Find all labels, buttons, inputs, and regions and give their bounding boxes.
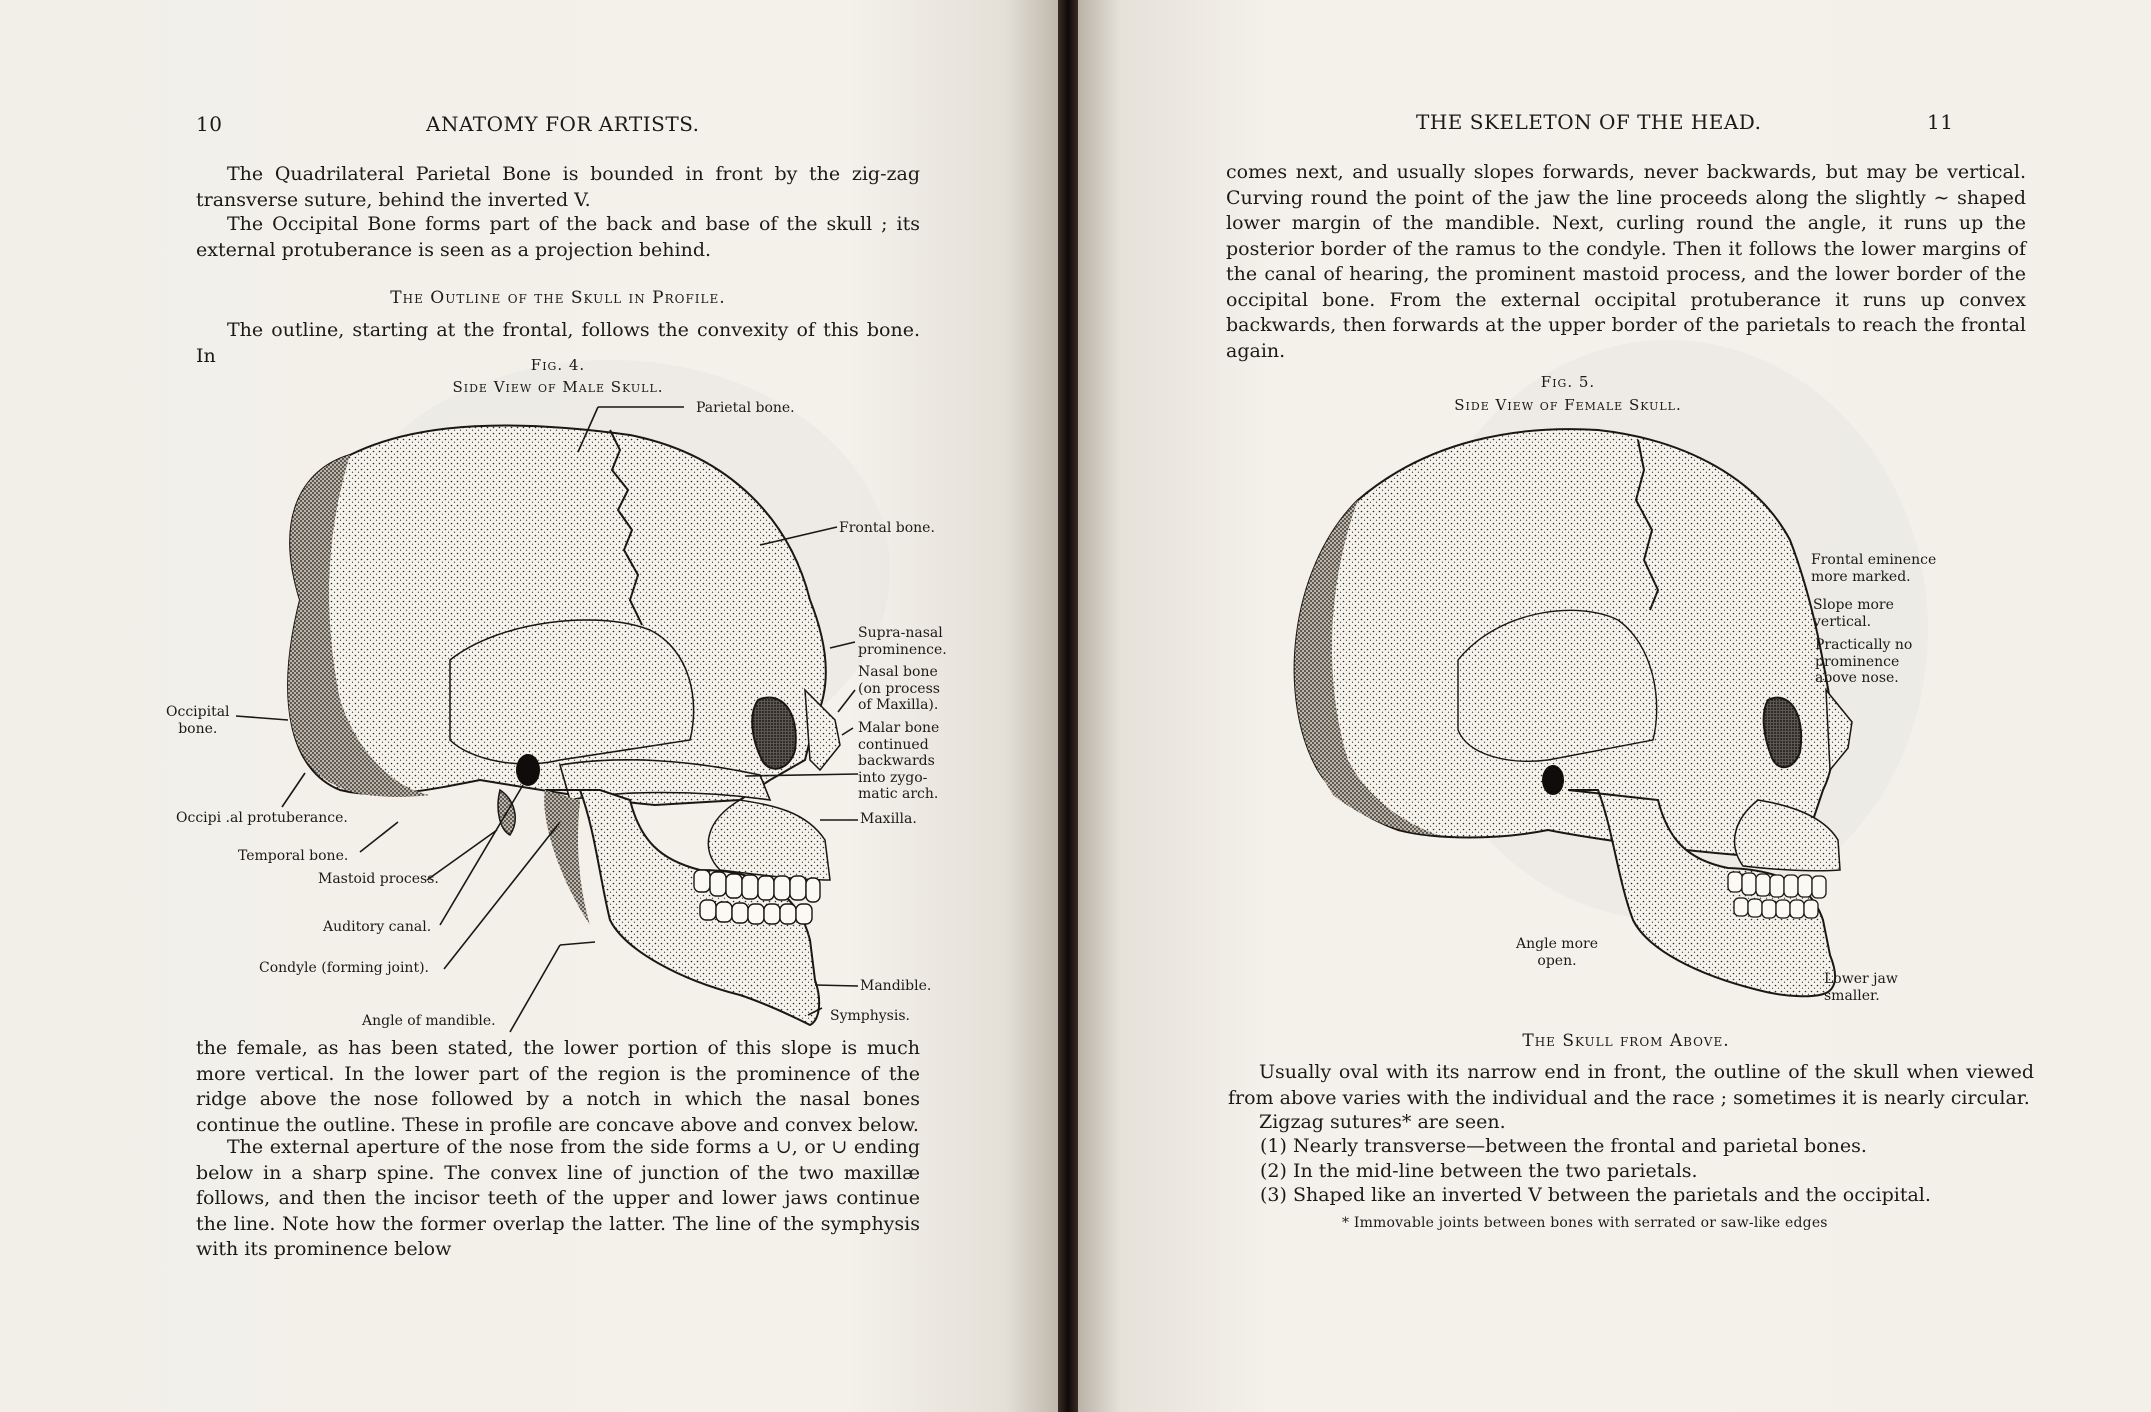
label-temporal-bone: Temporal bone.: [238, 848, 349, 864]
figure-title-5: Side View of Female Skull.: [1454, 396, 1682, 414]
right-page: [1078, 0, 2151, 1412]
paragraph-female-slope: the female, as has been stated, the lower portion of this slope is much more vertical. In the lower part of the region is the prominence of the ridge above the nose followed by a notch in which the nasal bones continue the outline. These in profile are concave above and convex below.: [196, 1037, 920, 1136]
running-head-left: ANATOMY FOR ARTISTS.: [426, 112, 700, 136]
paragraph-outline: The outline, starting at the frontal, follows the convexity of this bone. In: [196, 319, 920, 367]
suture-list: [1260, 1134, 2020, 1208]
label-auditory-canal: Auditory canal.: [323, 919, 432, 935]
label-nasal-bone: Nasal bone (on process of Maxilla).: [858, 664, 940, 713]
label-parietal-bone: Parietal bone.: [696, 400, 795, 416]
section-heading-above: The Skull from Above.: [1522, 1031, 1730, 1051]
label-mandible: Mandible.: [860, 978, 932, 994]
paragraph-zigzag-sutures: Zigzag sutures* are seen.: [1259, 1111, 1506, 1133]
footnote: * Immovable joints between bones with serrated or saw-like edges: [1342, 1215, 1828, 1231]
paragraph-parietal: The Quadrilateral Parietal Bone is bounded in front by the zig-zag transverse suture, behind the inverted V.: [196, 163, 920, 211]
label-maxilla: Maxilla.: [860, 811, 917, 827]
label-frontal-eminence: Frontal eminence more marked.: [1811, 552, 1937, 585]
section-heading-profile: The Outline of the Skull in Profile.: [390, 288, 726, 308]
list-item: (2) In the mid-line between the two parietals.: [1260, 1159, 1698, 1182]
label-condyle: Condyle (forming joint).: [259, 960, 429, 976]
page-number-right: 11: [1927, 110, 1954, 134]
label-frontal-bone: Frontal bone.: [839, 520, 935, 536]
label-mastoid-process: Mastoid process.: [318, 871, 439, 887]
label-supra-nasal: Supra-nasal prominence.: [858, 625, 947, 658]
label-occipital-bone: Occipital bone.: [166, 704, 230, 737]
list-item: (1) Nearly transverse—between the frontal and parietal bones.: [1260, 1135, 1867, 1157]
label-malar-bone: Malar bone continued backwards into zygo- matic arch.: [858, 720, 940, 802]
book-gutter: [1058, 0, 1078, 1412]
list-item: (3) Shaped like an inverted V between the parietals and the occipital.: [1260, 1184, 1931, 1206]
figure-number-4: Fig. 4.: [530, 356, 586, 374]
left-page: [0, 0, 1058, 1412]
label-symphysis: Symphysis.: [830, 1008, 910, 1024]
running-head-right: THE SKELETON OF THE HEAD.: [1416, 110, 1762, 134]
paragraph-skull-above: Usually oval with its narrow end in front, the outline of the skull when viewed from above varies with the individual and the race ; sometimes it is nearly circular.: [1228, 1061, 2034, 1109]
label-slope-more-vertical: Slope more vertical.: [1813, 597, 1894, 630]
label-angle-more-open: Angle more open.: [1516, 936, 1598, 969]
figure-number-5: Fig. 5.: [1540, 373, 1596, 391]
label-angle-of-mandible: Angle of mandible.: [362, 1013, 496, 1029]
figure-title-4: Side View of Male Skull.: [452, 378, 664, 396]
label-occipital-protuberance: Occipi .al protuberance.: [176, 810, 348, 826]
label-lower-jaw-smaller: Lower jaw smaller.: [1824, 971, 1898, 1004]
paragraph-nose-aperture: The external aperture of the nose from the side forms a ∪, or ∪ ending below in a sharp spine. The convex line of junction of the two maxillæ follows, and then the incisor teeth of the upper and lower jaws continue the line. Note how the former overlap the latter. The line of the symphysis with its prominence below: [196, 1136, 920, 1260]
paragraph-occipital: The Occipital Bone forms part of the back and base of the skull ; its external protuberance is seen as a projection behind.: [196, 213, 920, 261]
page-number-left: 10: [196, 112, 223, 136]
paragraph-outline-continued: comes next, and usually slopes forwards, never backwards, but may be vertical. Curving round the point of the jaw the line proceeds along the slightly ∼ shaped lower margin of the mandible. Next, curling round the angle, it runs up the posterior border of the ramus to the condyle. Then it follows the lower margins of the canal of hearing, the prominent mastoid process, and the lower border of the occipital bone. From the external occipital protuberance it runs up convex backwards, then forwards at the upper border of the parietals to reach the frontal again.: [1226, 161, 2026, 362]
label-no-prominence: Practically no prominence above nose.: [1815, 637, 1913, 686]
